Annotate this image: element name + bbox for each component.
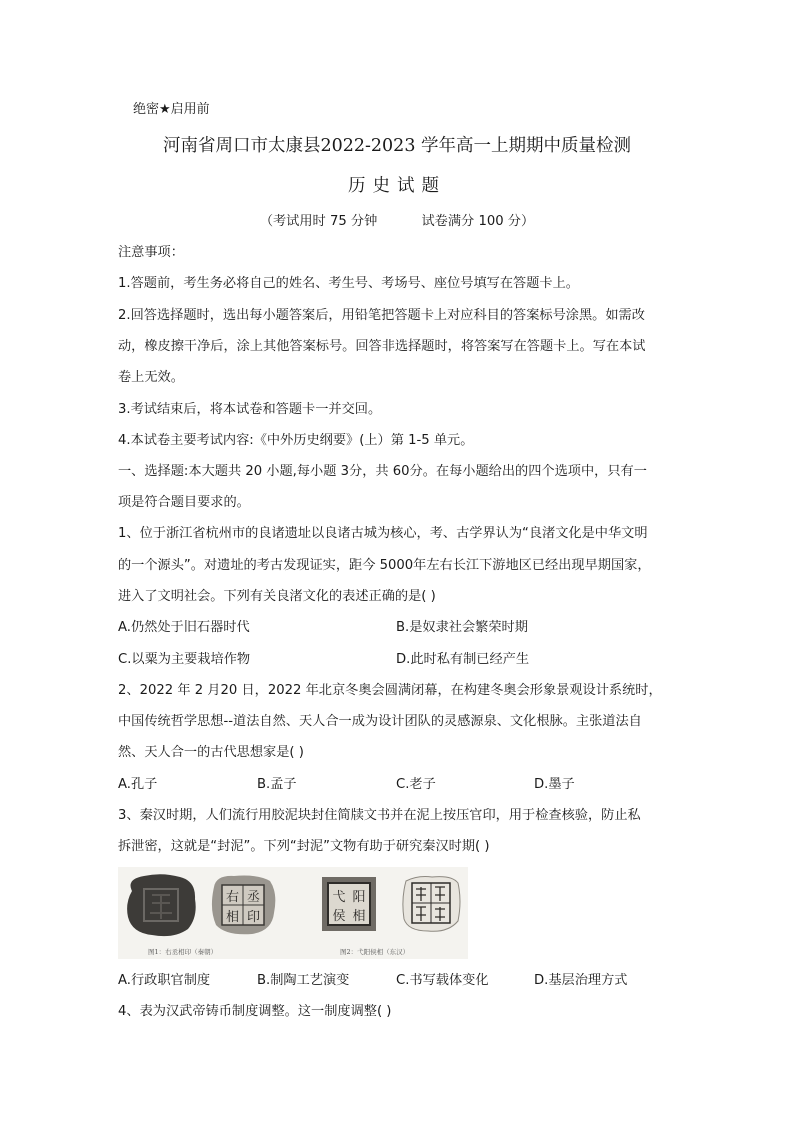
note-line: 4.本试卷主要考试内容:《中外历史纲要》(上）第 1-5 单元。 [118, 433, 474, 448]
exam-score: 试卷满分 100 分） [421, 214, 535, 229]
q3-option-c: C.书写载体变化 [396, 973, 489, 988]
q2-option-c: C.老子 [396, 777, 436, 792]
q3-stem: 3、秦汉时期，人们流行用胶泥块封住简牍文书并在泥上按压官印，用于检查核验，防止私 [118, 808, 641, 823]
q3-option-b: B.制陶工艺演变 [257, 973, 350, 988]
q3-option-a: A.行政职官制度 [118, 973, 211, 988]
seal-2-char: 侯 [332, 909, 346, 924]
section-heading: 项是符合题目要求的。 [118, 495, 250, 510]
seal-1-char: 印 [246, 910, 261, 925]
clay-seal-outline-image [398, 871, 464, 937]
notes-heading: 注意事项： [118, 245, 184, 260]
q3-option-d: D.基层治理方式 [534, 973, 628, 988]
note-line: 动，橡皮擦干净后，涂上其他答案标号。回答非选择题时，将答案写在答题卡上。写在本试 [118, 339, 646, 354]
note-line: 1.答题前，考生务必将自己的姓名、考生号、考场号、座位号填写在答题卡上。 [118, 276, 579, 291]
seal-2-char: 弋 [332, 890, 346, 905]
subject-title: 历史试题 [348, 176, 446, 196]
q2-stem: 中国传统哲学思想--道法自然、天人合一成为设计团队的灵感源泉、文化根脉。主张道法自 [118, 714, 642, 729]
seal-2-char: 阳 [352, 890, 366, 905]
q4-stem: 4、表为汉武帝铸币制度调整。这一制度调整( ) [118, 1004, 392, 1019]
seal-1-char: 丞 [246, 890, 261, 905]
note-line: 卷上无效。 [118, 370, 184, 385]
note-line: 2.回答选择题时，选出每小题答案后，用铅笔把答题卡上对应科目的答案标号涂黑。如需改 [118, 308, 645, 323]
clay-seal-square-image [318, 873, 380, 935]
q1-option-c: C.以粟为主要栽培作物 [118, 652, 251, 667]
secret-mark: 绝密★启用前 [133, 102, 210, 117]
clay-seal-light-image [208, 873, 278, 937]
q1-stem: 的一个源头”。对遗址的考古发现证实，距今 5000年左右长江下游地区已经出现早期国家， [118, 558, 651, 573]
seal-1-char: 右 [225, 890, 240, 905]
section-heading: 一、选择题:本大题共 20 小题,每小题 3分，共 60分。在每小题给出的四个选项中，只有一 [118, 464, 647, 479]
q2-option-a: A.孔子 [118, 777, 158, 792]
q1-option-b: B.是奴隶社会繁荣时期 [396, 620, 528, 635]
q2-option-d: D.墨子 [534, 777, 575, 792]
q2-stem: 2、2022 年 2 月20 日，2022 年北京冬奥会圆满闭幕，在构建冬奥会形象景观设计系统时， [118, 683, 662, 698]
figure-caption-1: 图1：右丞相印（秦朝） [148, 948, 218, 956]
q1-option-d: D.此时私有制已经产生 [396, 652, 530, 667]
clay-seal-dark-image [122, 871, 200, 939]
q1-stem: 1、位于浙江省杭州市的良诸遗址以良诸古城为核心，考、古学界认为“良渚文化是中华文明 [118, 526, 648, 541]
exam-title: 河南省周口市太康县2022-2023 学年高一上期期中质量检测 [162, 136, 632, 156]
exam-info [0, 212, 794, 232]
seal-1-char: 相 [225, 910, 240, 925]
q3-stem: 拆泄密，这就是“封泥”。下列“封泥”文物有助于研究秦汉时期( ) [118, 839, 490, 854]
seal-2-char: 相 [352, 909, 366, 924]
q1-option-a: A.仍然处于旧石器时代 [118, 620, 250, 635]
q1-stem: 进入了文明社会。下列有关良渚文化的表述正确的是( ) [118, 589, 436, 604]
q2-stem: 然、天人合一的古代思想家是( ) [118, 745, 304, 760]
seal-figure [118, 867, 468, 959]
note-line: 3.考试结束后，将本试卷和答题卡一并交回。 [118, 402, 382, 417]
q2-option-b: B.孟子 [257, 777, 297, 792]
figure-caption-2: 图2：弋阳侯相（东汉） [340, 948, 410, 956]
exam-time: （考试用时 75 分钟 [259, 214, 378, 229]
